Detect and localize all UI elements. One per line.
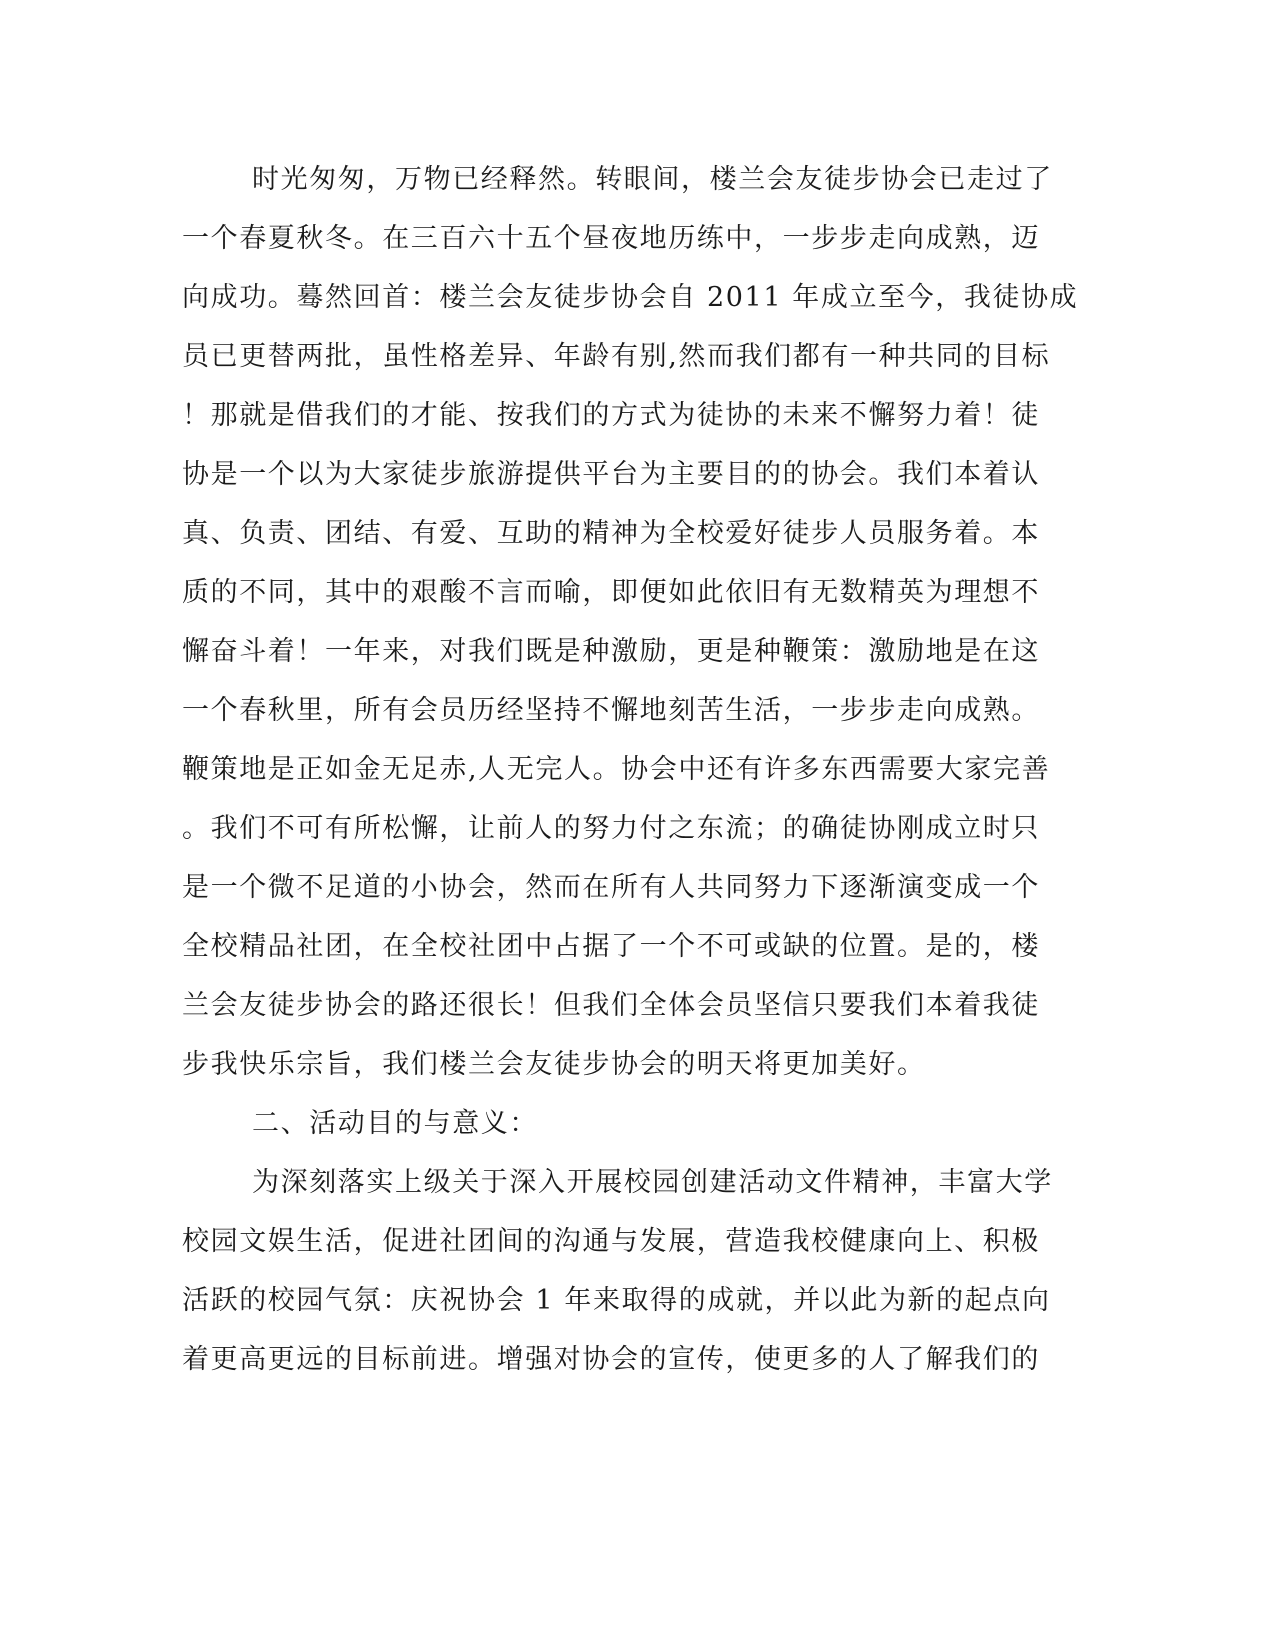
paragraph-line: ！那就是借我们的才能、按我们的方式为徒协的未来不懈努力着！徒 <box>182 400 1040 431</box>
paragraph-line: 鞭策地是正如金无足赤,人无完人。协会中还有许多东西需要大家完善 <box>182 754 1051 785</box>
paragraph-line: 真、负责、团结、有爱、互助的精神为全校爱好徒步人员服务着。本 <box>182 518 1040 549</box>
paragraph-intro <box>182 150 1079 1094</box>
paragraph-line: 是一个微不足道的小协会，然而在所有人共同努力下逐渐演变成一个 <box>182 872 1040 903</box>
paragraph-line: 向成功。蓦然回首：楼兰会友徒步协会自 2011 年成立至今，我徒协成 <box>182 282 1079 313</box>
paragraph-line: 着更高更远的目标前进。增强对协会的宣传，使更多的人了解我们的 <box>182 1344 1040 1375</box>
paragraph-line: 活跃的校园气氛：庆祝协会 1 年来取得的成就，并以此为新的起点向 <box>182 1285 1051 1316</box>
paragraph-line: 质的不同，其中的艰酸不言而喻，即便如此依旧有无数精英为理想不 <box>182 577 1040 608</box>
paragraph-line: 全校精品社团，在全校社团中占据了一个不可或缺的位置。是的，楼 <box>182 931 1040 962</box>
paragraph-line: 协是一个以为大家徒步旅游提供平台为主要目的的协会。我们本着认 <box>182 459 1040 490</box>
paragraph-line: 一个春夏秋冬。在三百六十五个昼夜地历练中，一步步走向成熟，迈 <box>182 223 1040 254</box>
paragraph-line: 员已更替两批，虽性格差异、年龄有别,然而我们都有一种共同的目标 <box>182 341 1051 372</box>
paragraph-purpose <box>182 1153 1053 1389</box>
paragraph-line: 校园文娱生活，促进社团间的沟通与发展，营造我校健康向上、积极 <box>182 1226 1040 1257</box>
paragraph-line: 兰会友徒步协会的路还很长！但我们全体会员坚信只要我们本着我徒 <box>182 990 1040 1021</box>
document-body <box>182 150 1079 1389</box>
paragraph-line: 一个春秋里，所有会员历经坚持不懈地刻苦生活，一步步走向成熟。 <box>182 695 1040 726</box>
paragraph-line: 懈奋斗着！一年来，对我们既是种激励，更是种鞭策：激励地是在这 <box>182 636 1040 667</box>
paragraph-line: 步我快乐宗旨，我们楼兰会友徒步协会的明天将更加美好。 <box>182 1049 926 1080</box>
section-heading: 二、活动目的与意义： <box>252 1108 538 1139</box>
paragraph-line: 。我们不可有所松懈，让前人的努力付之东流；的确徒协刚成立时只 <box>182 813 1040 844</box>
paragraph-line: 时光匆匆，万物已经释然。转眼间，楼兰会友徒步协会已走过了 <box>252 164 1053 195</box>
paragraph-line: 为深刻落实上级关于深入开展校园创建活动文件精神，丰富大学 <box>252 1167 1053 1198</box>
